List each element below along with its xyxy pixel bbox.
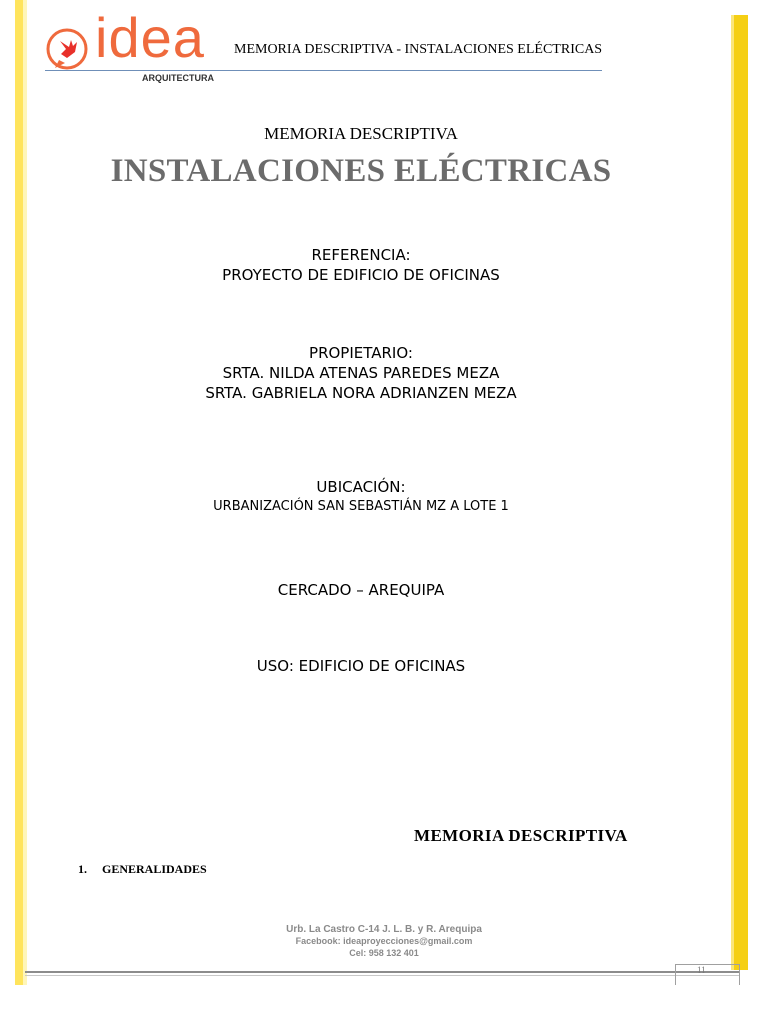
cover-title: INSTALACIONES ELÉCTRICAS — [110, 153, 612, 189]
item-number: 1. — [78, 862, 87, 876]
hand-logo-icon — [45, 28, 91, 74]
company-logo — [45, 6, 225, 88]
footer-facebook: Facebook: ideaproyecciones@gmail.com — [295, 936, 473, 946]
referencia-value: PROYECTO DE EDIFICIO DE OFICINAS — [222, 266, 500, 284]
referencia-block — [0, 245, 722, 285]
footer-cel: Cel: 958 132 401 — [349, 948, 419, 958]
ubicacion-value: URBANIZACIÓN SAN SEBASTIÁN MZ A LOTE 1 — [213, 499, 509, 514]
logo-subtext: ARQUITECTURA — [142, 73, 214, 83]
footer-address: Urb. La Castro C-14 J. L. B. y R. Arequipa — [286, 924, 482, 935]
cover-subtitle: MEMORIA DESCRIPTIVA — [264, 124, 458, 143]
ubicacion-label: UBICACIÓN: — [316, 478, 406, 496]
cercado-text: CERCADO – AREQUIPA — [277, 581, 445, 599]
propietario-1: SRTA. NILDA ATENAS PAREDES MEZA — [222, 364, 500, 382]
footer-divider-light — [25, 975, 740, 976]
section-title: MEMORIA DESCRIPTIVA — [414, 826, 628, 845]
header-title: MEMORIA DESCRIPTIVA - INSTALACIONES ELÉCTRICAS — [234, 42, 603, 57]
propietario-2: SRTA. GABRIELA NORA ADRIANZEN MEZA — [205, 384, 517, 402]
right-accent-bar — [734, 15, 748, 970]
header-divider — [45, 70, 602, 71]
propietario-block — [0, 343, 722, 403]
footer-divider — [25, 971, 740, 973]
logo-wordmark: idea — [95, 6, 205, 69]
list-item — [78, 862, 207, 877]
referencia-label: REFERENCIA: — [311, 246, 411, 264]
ubicacion-block — [0, 477, 722, 517]
page-number: 11 — [697, 965, 706, 975]
uso-text: USO: EDIFICIO DE OFICINAS — [256, 657, 466, 675]
propietario-label: PROPIETARIO: — [309, 344, 413, 362]
item-label: GENERALIDADES — [102, 862, 207, 876]
page-number-box — [675, 964, 740, 985]
